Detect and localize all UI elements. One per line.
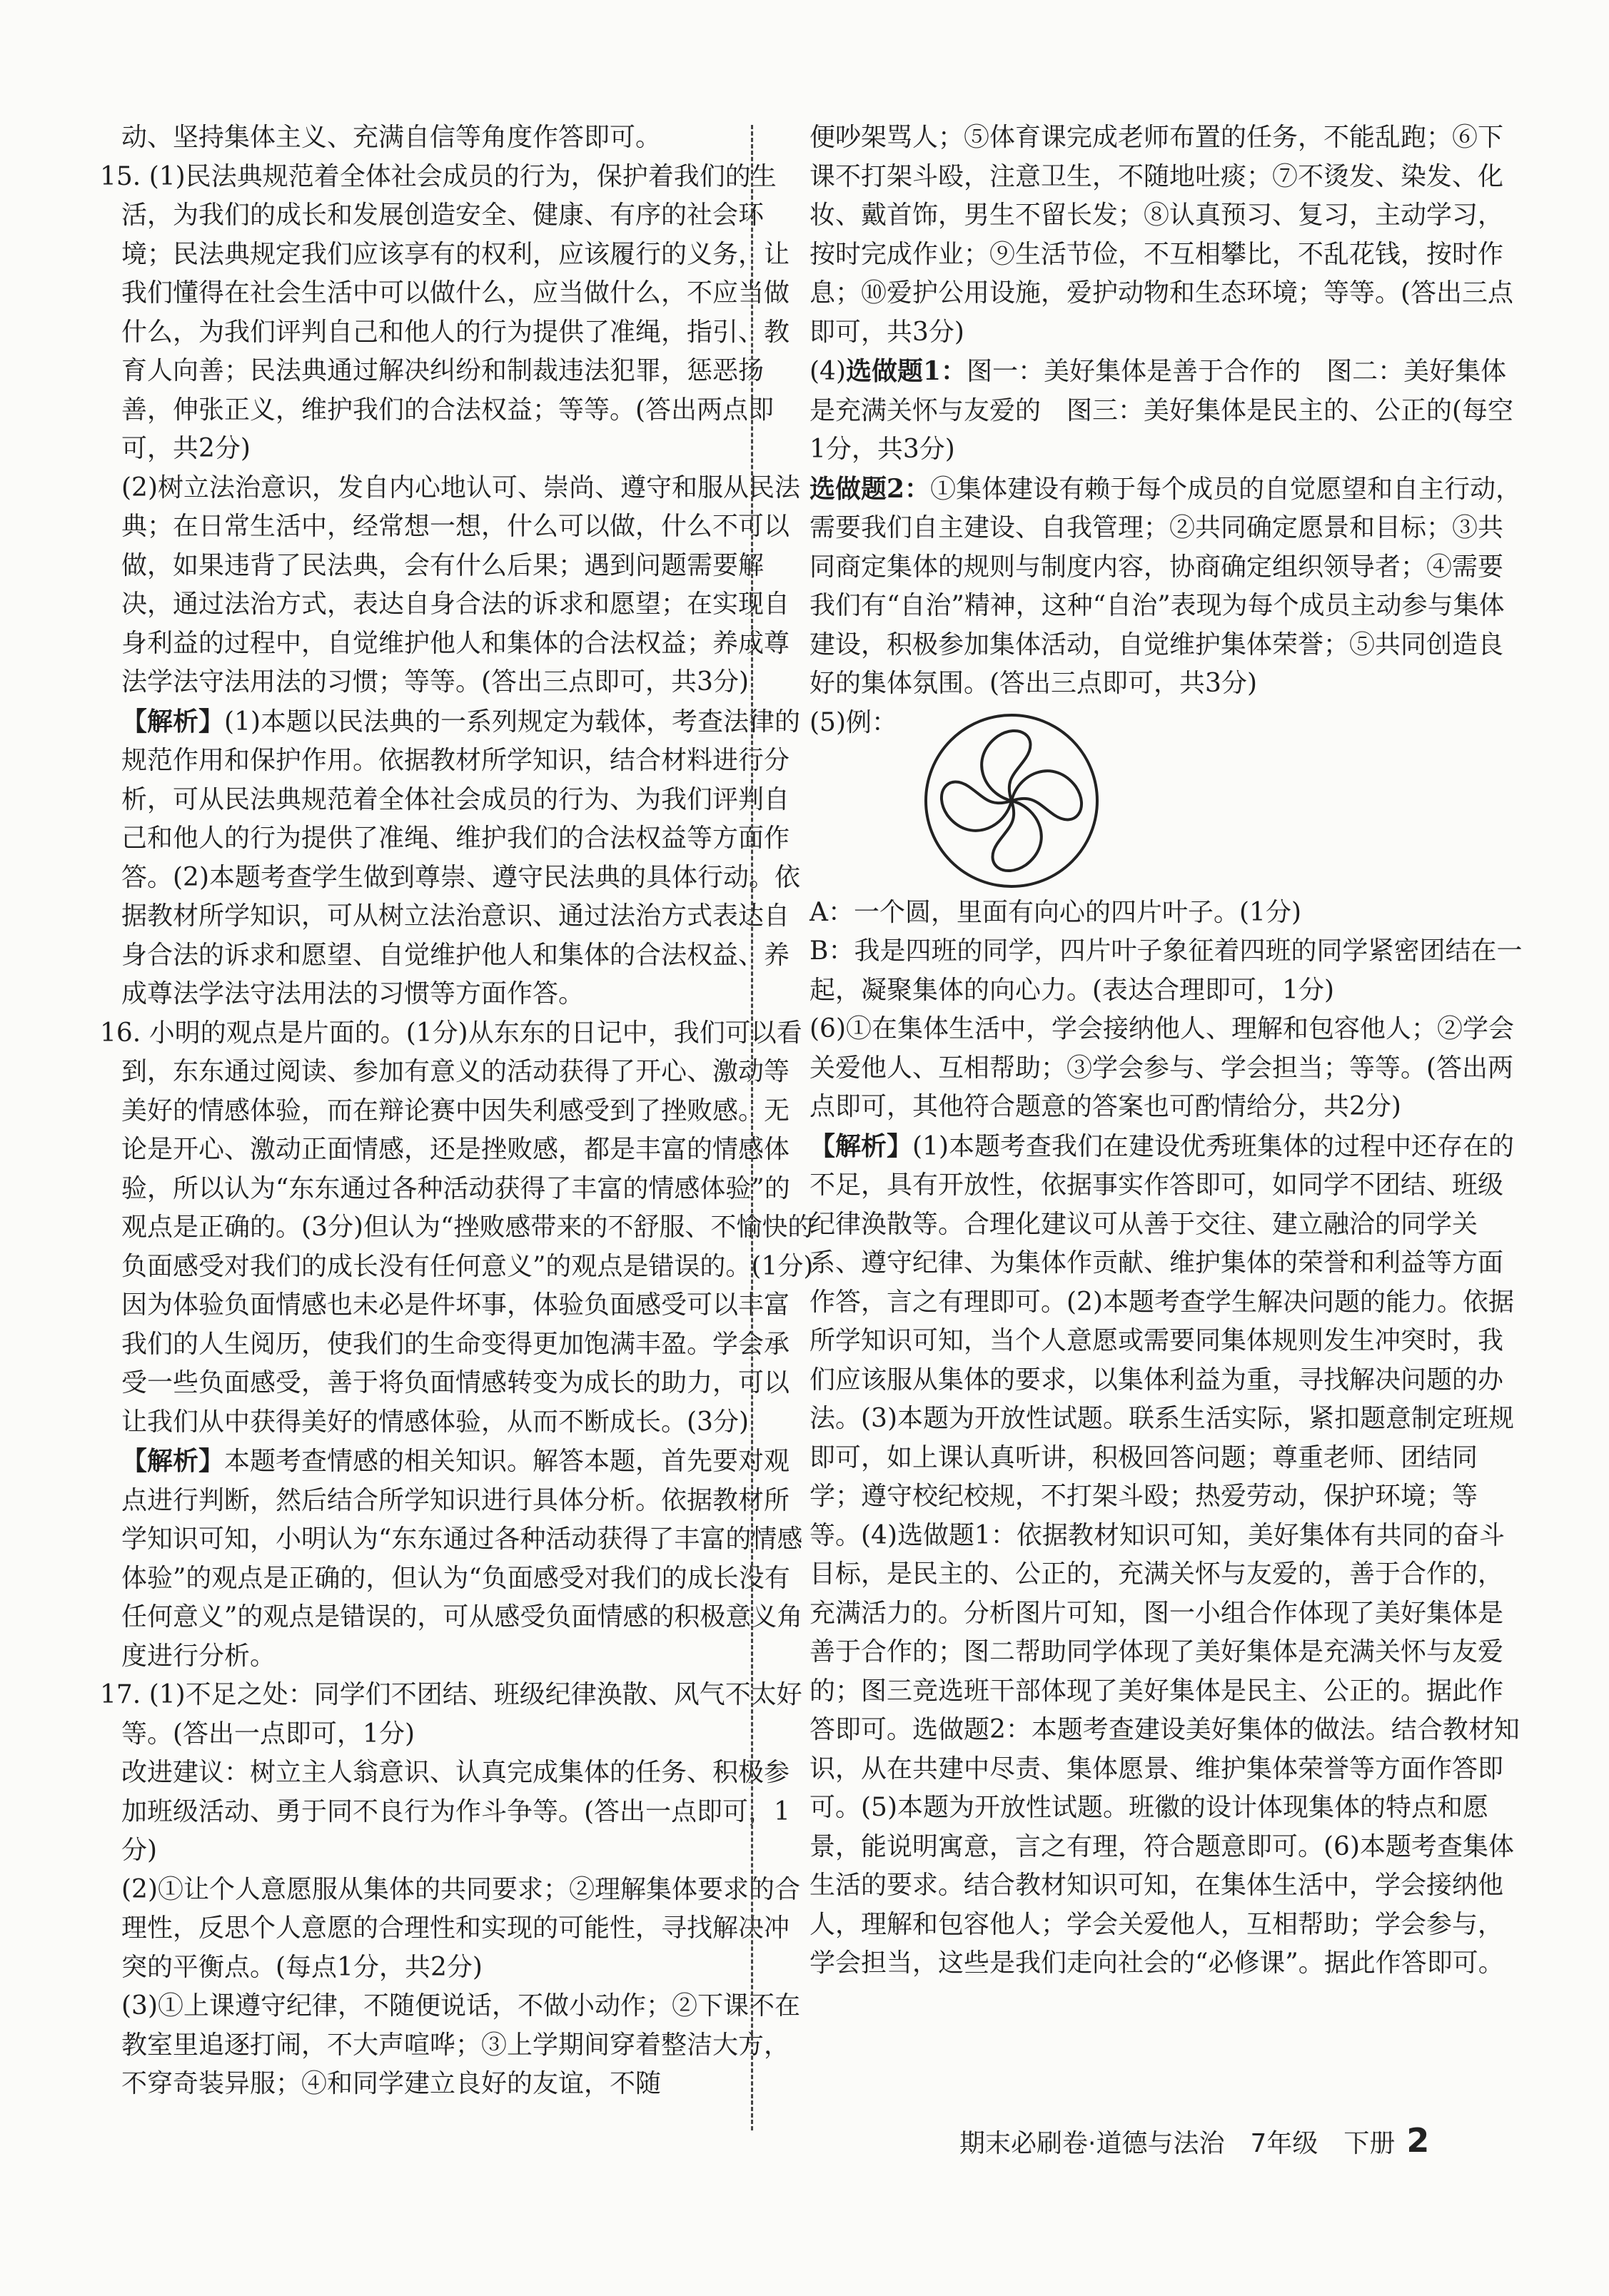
q16-analysis (100, 1442, 814, 1676)
page-number: 2 (1406, 2121, 1430, 2160)
q6-answer: (6)①在集体生活中，学会接纳他人、理解和包容他人；②学会关爱他人、互相帮助；③学会参与、学会担当；等等。(答出两点即可，其他符合题意的答案也可酌情给分，共2分) (809, 1014, 1514, 1121)
analysis-tag: 【解析】 (121, 706, 225, 737)
q17-answer-3-cont: 便吵架骂人；⑤体育课完成老师布置的任务，不能乱跑；⑥下课不打架斗殴，注意卫生，不随地吐痰；⑦不烫发、染发、化妆、戴首饰，男生不留长发；⑧认真预习、复习，主动学习，按时完成作业；⑨生活节俭，不互相攀比，不乱花钱，按时作息；⑩爱护公用设施，爱护动物和生态环境；等等。(答出三点即可，共3分) (809, 123, 1514, 347)
q14-tail: 动、坚持集体主义、充满自信等角度作答即可。 (121, 123, 662, 152)
leaf (942, 782, 1012, 830)
footer-book-title: 期末必刷卷·道德与法治 7年级 下册 (959, 2129, 1396, 2158)
q5-answer-a: A：一个圆，里面有向心的四片叶子。(1分) (809, 897, 1301, 927)
q17-answer-1b: 改进建议：树立主人翁意识、认真完成集体的任务、积极参加班级活动、勇于同不良行为作斗争等。(答出一点即可，1分) (121, 1758, 790, 1865)
q17-answer-2: (2)①让个人意愿服从集体的共同要求；②理解集体要求的合理性，反思个人意愿的合理性和实现的可能性，寻找解决冲突的平衡点。(每点1分，共2分) (121, 1874, 800, 1982)
analysis-tag: 【解析】 (121, 1446, 225, 1476)
q5-answer-b: B：我是四班的同学，四片叶子象征着四班的同学紧密团结在一起，凝聚集体的向心力。(表达合理即可，1分) (809, 936, 1523, 1005)
q17-answer-4-opt1 (809, 352, 1523, 470)
analysis-tag: 【解析】 (809, 1131, 913, 1161)
optional-2-text: ①集体建设有赖于每个成员的自觉愿望和自主行动，需要我们自主建设、自我管理；②共同确定愿景和目标；③共同商定集体的规则与制度内容，协商确定组织领导者；④需要我们有“自治”精神，这种“自治”表现为每个成员主动参与集体建设，积极参加集体活动，自觉维护集体荣誉；⑤共同创造良好的集体氛围。(答出三点即可，共3分) (809, 474, 1522, 698)
q5-example (809, 704, 1523, 894)
q16-analysis-text: 本题考查情感的相关知识。解答本题，首先要对观点进行判断，然后结合所学知识进行具体分析。依据教材所学知识可知，小明认为“东东通过各种活动获得了丰富的情感体验”的观点是正确的，但认为“负面感受对我们的成长没有任何意义”的观点是错误的，可从感受负面情感的积极意义角度进行分析。 (121, 1447, 803, 1671)
q17-answer-3: (3)①上课遵守纪律，不随便说话，不做小动作；②下课不在教室里追逐打闹，不大声喧哗；③上学期间穿着整洁大方，不穿奇装异服；④和同学建立良好的友谊，不随 (121, 1991, 800, 2098)
right-column (809, 118, 1523, 1983)
q17-answer-4-opt2 (809, 470, 1523, 704)
q17-answer-1: 17. (1)不足之处：同学们不团结、班级纪律涣散、风气不太好等。(答出一点即可，1分) (100, 1680, 802, 1749)
optional-1-tag: 选做题1： (846, 356, 967, 386)
class-badge-drawing (919, 708, 1104, 894)
q5-label: (5)例： (809, 707, 897, 737)
optional-1-text: 图一：美好集体是善于合作的 图二：美好集体是充满关怀与友爱的 图三：美好集体是民主的、公正的(每空1分，共3分) (809, 357, 1514, 464)
q15-answer-2: (2)树立法治意识，发自内心地认可、崇尚、遵守和服从民法典；在日常生活中，经常想一想，什么可以做，什么不可以做，如果违背了民法典，会有什么后果；遇到问题需要解决，通过法治方式，表达自身合法的诉求和愿望；在实现自身利益的过程中，自觉维护他人和集体的合法权益；养成尊法学法守法用法的习惯；等等。(答出三点即可，共3分) (121, 472, 800, 697)
optional-2-tag: 选做题2： (809, 473, 931, 504)
q17-analysis (809, 1127, 1523, 1983)
left-column (100, 118, 814, 2104)
q4-label: (4) (809, 357, 846, 386)
q15-answer-1: 15. (1)民法典规范着全体社会成员的行为，保护着我们的生活，为我们的成长和发展创造安全、健康、有序的社会环境；民法典规定我们应该享有的权利，应该履行的义务，让我们懂得在社会生活中可以做什么，应当做什么，不应当做什么，为我们评判自己和他人的行为提供了准绳，指引、教育人向善；民法典通过解决纠纷和制裁违法犯罪，惩恶扬善，伸张正义，维护我们的合法权益；等等。(答出两点即可，共2分) (100, 161, 790, 463)
q15-analysis (100, 702, 814, 1014)
leaf (982, 730, 1030, 800)
page-footer (959, 2121, 1429, 2160)
q17-analysis-text: (1)本题考查我们在建设优秀班集体的过程中还存在的不足，具有开放性，依据事实作答即可，如同学不团结、班级纪律涣散等。合理化建议可从善于交往、建立融洽的同学关系、遵守纪律、为集体作贡献、维护集体的荣誉和利益等方面作答，言之有理即可。(2)本题考查学生解决问题的能力。依据所学知识可知，当个人意愿或需要同集体规则发生冲突时，我们应该服从集体的要求，以集体利益为重，寻找解决问题的办法。(3)本题为开放性试题。联系生活实际，紧扣题意制定班规即可，如上课认真听讲，积极回答问题；尊重老师、团结同学；遵守校纪校规，不打架斗殴；热爱劳动，保护环境；等等。(4)选做题1：依据教材知识可知，美好集体有共同的奋斗目标，是民主的、公正的，充满关怀与友爱的，善于合作的，充满活力的。分析图片可知，图一小组合作体现了美好集体是善于合作的；图二帮助同学体现了美好集体是充满关怀与友爱的；图三竞选班干部体现了美好集体是民主、公正的。据此作答即可。选做题2：本题考查建设美好集体的做法。结合教材知识，从在共建中尽责、集体愿景、维护集体荣誉等方面作答即可。(5)本题为开放性试题。班徽的设计体现集体的特点和愿景，能说明寓意，言之有理，符合题意即可。(6)本题考查集体生活的要求。结合教材知识可知，在集体生活中，学会接纳他人，理解和包容他人；学会关爱他人，互相帮助；学会参与，学会担当，这些是我们走向社会的“必修课”。据此作答即可。 (809, 1131, 1520, 1978)
badge-leaves (942, 730, 1081, 870)
leaf (1012, 771, 1081, 819)
column-divider (751, 125, 753, 2130)
q16-answer: 16. 小明的观点是片面的。(1分)从东东的日记中，我们可以看到，东东通过阅读、参加有意义的活动获得了开心、激动等美好的情感体验，而在辩论赛中因失利感受到了挫败感。无论是开心、激动正面情感，还是挫败感，都是丰富的情感体验，所以认为“东东通过各种活动获得了丰富的情感体验”的观点是正确的。(3分)但认为“挫败感带来的不舒服、不愉快的负面感受对我们的成长没有任何意义”的观点是错误的。(1分)因为体验负面情感也未必是件坏事，体验负面感受可以丰富我们的人生阅历，使我们的生命变得更加饱满丰盈。学会承受一些负面感受，善于将负面情感转变为成长的助力，可以让我们从中获得美好的情感体验，从而不断成长。(3分) (100, 1018, 814, 1437)
q15-analysis-text: (1)本题以民法典的一系列规定为载体，考查法律的规范作用和保护作用。依据教材所学知识，结合材料进行分析，可从民法典规范着全体社会成员的行为、为我们评判自己和他人的行为提供了准绳、维护我们的合法权益等方面作答。(2)本题考查学生做到尊崇、遵守民法典的具体行动。依据教材所学知识，可从树立法治意识、通过法治方式表达自身合法的诉求和愿望、自觉维护他人和集体的合法权益、养成尊法学法守法用法的习惯等方面作答。 (121, 707, 801, 1008)
leaf (993, 801, 1041, 871)
